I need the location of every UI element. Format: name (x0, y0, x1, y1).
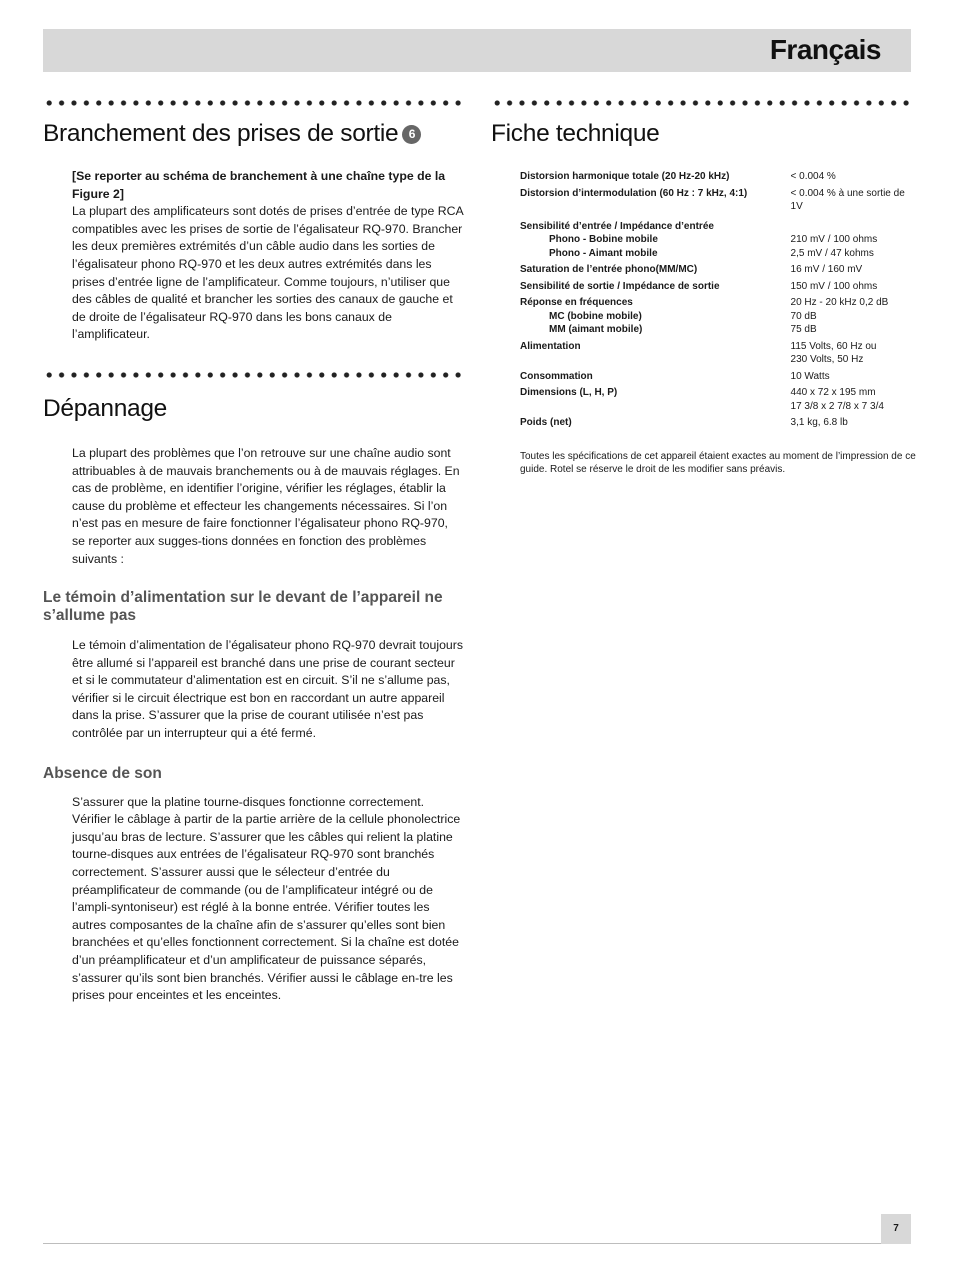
spec-row (520, 310, 916, 324)
spec-row (520, 220, 916, 234)
figure-number-badge: 6 (402, 125, 421, 144)
spec-label: Distorsion d’intermodulation (60 Hz : 7 kHz, 4:1) (520, 187, 748, 199)
spec-value: < 0.004 % à une sortie de 1V (790, 187, 905, 212)
dotted-divider (43, 100, 465, 106)
spec-row (520, 296, 916, 310)
subsection-title: Le témoin d’alimentation sur le devant de l’appareil ne s’allume pas (43, 589, 443, 625)
spec-value: 10 Watts (790, 370, 830, 382)
spec-value: 75 dB (790, 324, 817, 335)
spec-label: Sensibilité d’entrée / Impédance d’entrée (520, 220, 714, 232)
spec-value: 70 dB (790, 310, 817, 322)
spec-row (520, 247, 916, 261)
subsection-title: Absence de son (43, 764, 162, 782)
section-branchement (43, 120, 463, 344)
dotted-divider (43, 372, 465, 378)
spec-label: Dimensions (L, H, P) (520, 387, 618, 398)
section-title: Dépannage (43, 394, 167, 422)
spec-disclaimer: Toutes les spécifications de cet appareil étaient exactes au moment de l’impression de ce guide. Rotel se réserve le droit de les modifier sans préavis. (520, 450, 916, 475)
spec-row (520, 170, 916, 184)
page-number: 7 (881, 1214, 911, 1244)
spec-value: 2,5 mV / 47 kohms (790, 247, 874, 259)
spec-value: 20 Hz - 20 kHz 0,2 dB (790, 297, 889, 308)
section-title: Branchement des prises de sortie 6 (43, 120, 463, 148)
spec-value: 230 Volts, 50 Hz (790, 354, 864, 365)
section-depannage (43, 395, 463, 1005)
spec-label: Poids (net) (520, 417, 572, 428)
section-title: Fiche technique (491, 120, 660, 147)
spec-row (520, 353, 916, 367)
spec-label: Réponse en fréquences (520, 297, 633, 308)
spec-row (520, 323, 916, 337)
paragraph: La plupart des amplificateurs sont dotés de prises d’entrée de type RCA compatibles avec les prises de sortie de l’égalisateur RQ-970. Brancher les deux premières extrémités d’un câble audio dans les sorties de l’égalisateur phono RQ-970 et les deux autres extrémités dans les prises d’entrée ligne de l’amplificateur. Comme toujours, n’utiliser que des câbles de qualité et brancher les sorties des canaux de gauche et de droite de l’égalisateur RQ-970 dans les bons canaux de l’amplificateur. (72, 204, 463, 342)
dotted-divider (491, 100, 913, 106)
spec-value: 16 mV / 160 mV (790, 264, 863, 275)
spec-label: Sensibilité de sortie / Impédance de sortie (520, 280, 720, 292)
spec-value: 150 mV / 100 ohms (790, 280, 878, 292)
paragraph: S’assurer que la platine tourne-disques fonctionne correctement. Vérifier le câblage à partir de la partie arrière de la cellule phonolectrice jusqu’au bras de lecture. S’assurer que les câbles qui relient la platine tourne-disques aux entrées de l’égalisateur RQ-970 sont branchés correctement. S’assurer aussi que le sélecteur d’entrée du préamplificateur de commande (ou de l’amplificateur intégré ou de l’ampli-syntoniseur) est réglé à la bonne entrée. Vérifier toutes les autres composantes de la chaîne afin de s’assurer qu’elles sont bien branchées et qu’elles fonctionnent correctement. Si la chaîne est dotée d’un préamplificateur et d’un amplificateur de puissance séparés, s’assurer qu’ils sont bien branchés. Vérifier aussi le câblage en-tre les prises pour enceintes et les enceintes. (72, 794, 461, 1003)
left-column (43, 120, 463, 1005)
spec-label (520, 400, 791, 414)
spec-row (520, 340, 916, 354)
spec-row (520, 386, 916, 400)
paragraph: Le témoin d’alimentation de l’égalisateur phono RQ-970 devrait toujours être allumé si l’appareil est branché dans une prise de courant secteur et si le commutateur d’alimentation est en circuit. S’il ne s’allume pas, vérifier si le circuit électrique est bon en raccordant un autre appareil dans la prise. S’assurer que la prise de courant utilisée n’est pas contrôlée par un interrupteur qui a été fermé. (72, 638, 464, 741)
figure-reference-note: [Se reporter au schéma de branchement à une chaîne type de la Figure 2] (72, 169, 446, 201)
spec-value: 440 x 72 x 195 mm (790, 387, 876, 398)
spec-label: Phono - Bobine mobile (549, 234, 658, 245)
spec-row (520, 233, 916, 247)
spec-label: Distorsion harmonique totale (20 Hz-20 kHz) (520, 171, 730, 182)
spec-label: Phono - Aimant mobile (549, 247, 658, 259)
spec-label: Alimentation (520, 340, 581, 352)
spec-value: 115 Volts, 60 Hz ou (790, 340, 877, 352)
spec-row (520, 400, 916, 414)
section-body (72, 168, 463, 344)
spec-table (520, 170, 916, 430)
spec-label (520, 353, 791, 367)
spec-row (520, 370, 916, 384)
right-column (491, 120, 916, 477)
language-title: Français (769, 34, 881, 65)
spec-value: 3,1 kg, 6.8 lb (790, 417, 848, 428)
spec-label: MC (bobine mobile) (549, 310, 642, 322)
footer-rule (43, 1243, 911, 1244)
spec-label: Consommation (520, 370, 593, 382)
spec-row (520, 263, 916, 277)
spec-value: 210 mV / 100 ohms (790, 234, 878, 245)
spec-label: MM (aimant mobile) (549, 324, 643, 335)
header-band (43, 29, 911, 72)
paragraph: La plupart des problèmes que l’on retrouve sur une chaîne audio sont attribuables à de mauvais branchements ou à de mauvais réglages. En cas de problème, en identifier l’origine, vérifier les réglages, établir la cause du problème et effecteur les changements nécessaires. Si l’on n’est pas en mesure de faire fonctionner l’égalisateur phono RQ-970, se reporter aux sugges-tions données en fonction des problèmes suivants : (72, 445, 460, 566)
spec-value: 17 3/8 x 2 7/8 x 7 3/4 (790, 400, 884, 412)
spec-value: < 0.004 % (790, 171, 836, 182)
spec-label: Saturation de l’entrée phono(MM/MC) (520, 264, 698, 275)
spec-row (520, 280, 916, 294)
spec-row (520, 187, 916, 214)
spec-row (520, 416, 916, 430)
spec-value (791, 220, 916, 234)
